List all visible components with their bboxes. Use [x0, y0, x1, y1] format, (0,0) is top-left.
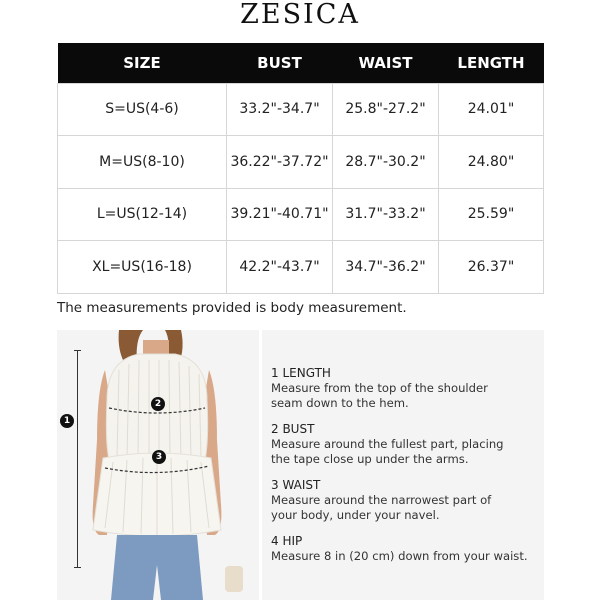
length-cell: 26.37": [439, 241, 544, 294]
header-size: SIZE: [58, 43, 227, 83]
waist-cell: 28.7"-30.2": [333, 136, 439, 189]
table-row: [58, 136, 544, 189]
model-photo: [57, 330, 259, 600]
step-desc-line: Measure from the top of the shoulder: [271, 381, 488, 395]
header-length: LENGTH: [439, 43, 544, 83]
length-guide-bottom-cap: [74, 567, 81, 568]
table-row: [58, 83, 544, 136]
bust-cell: 36.22"-37.72": [227, 136, 333, 189]
step-bust: [271, 422, 536, 467]
model-illustration: [57, 330, 259, 600]
header-bust: BUST: [227, 43, 333, 83]
waist-cell: 25.8"-27.2": [333, 83, 439, 136]
step-desc-line: seam down to the hem.: [271, 396, 409, 410]
step-desc-line: the tape close up under the arms.: [271, 452, 469, 466]
length-cell: 25.59": [439, 188, 544, 241]
bust-badge: 2: [151, 397, 165, 411]
length-badge: 1: [60, 414, 74, 428]
table-row: [58, 188, 544, 241]
waist-cell: 34.7"-36.2": [333, 241, 439, 294]
table-header-row: [58, 43, 544, 83]
length-guide-line: [77, 350, 78, 568]
bust-cell: 39.21"-40.71": [227, 188, 333, 241]
step-waist: [271, 478, 536, 523]
size-cell: M=US(8-10): [58, 136, 227, 189]
step-title: 2 BUST: [271, 422, 315, 436]
step-desc-line: Measure around the fullest part, placing: [271, 437, 504, 451]
length-cell: 24.80": [439, 136, 544, 189]
waist-cell: 31.7"-33.2": [333, 188, 439, 241]
size-chart-table: [57, 43, 544, 294]
waist-badge: 3: [152, 450, 166, 464]
bust-cell: 33.2"-34.7": [227, 83, 333, 136]
measuring-instructions: [271, 366, 536, 575]
size-cell: L=US(12-14): [58, 188, 227, 241]
header-waist: WAIST: [333, 43, 439, 83]
table-row: [58, 241, 544, 294]
size-cell: XL=US(16-18): [58, 241, 227, 294]
bust-cell: 42.2"-43.7": [227, 241, 333, 294]
step-length: [271, 366, 536, 411]
length-cell: 24.01": [439, 83, 544, 136]
step-title: 3 WAIST: [271, 478, 321, 492]
size-cell: S=US(4-6): [58, 83, 227, 136]
step-title: 1 LENGTH: [271, 366, 331, 380]
step-desc-line: Measure around the narrowest part of: [271, 493, 492, 507]
measurement-note: The measurements provided is body measurement.: [57, 300, 407, 316]
step-hip: [271, 534, 536, 564]
step-desc-line: your body, under your navel.: [271, 508, 440, 522]
step-desc-line: Measure 8 in (20 cm) down from your waist.: [271, 549, 528, 563]
step-title: 4 HIP: [271, 534, 303, 548]
brand-logo: ZESICA: [240, 0, 360, 30]
